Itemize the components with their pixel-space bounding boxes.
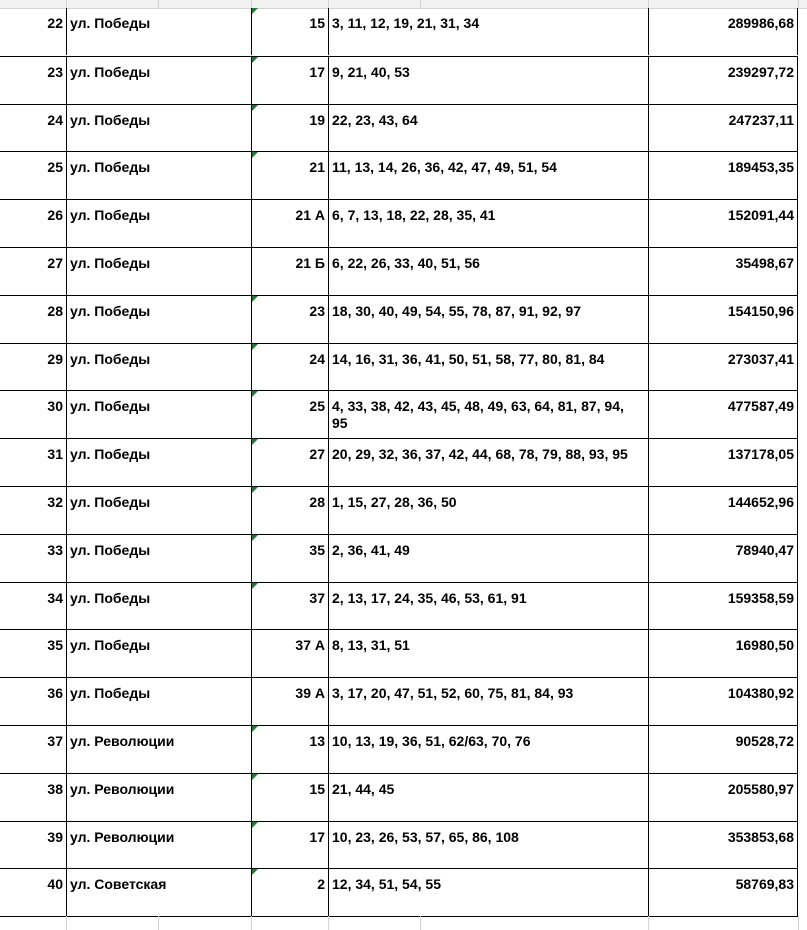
- amount-cell[interactable]: 16980,50: [648, 630, 798, 677]
- row-number-cell[interactable]: 25: [47, 159, 63, 176]
- row-number-cell[interactable]: 30: [47, 398, 63, 415]
- row-number-cell[interactable]: 32: [47, 494, 63, 510]
- error-indicator-icon[interactable]: [252, 822, 258, 828]
- grid-line: [328, 916, 329, 930]
- amount-cell[interactable]: 78940,47: [648, 535, 798, 582]
- grid-line: [648, 916, 649, 930]
- amount-cell[interactable]: 104380,92: [648, 678, 798, 725]
- table-row: [0, 725, 798, 773]
- table-row: [0, 247, 798, 295]
- apartments-cell[interactable]: 3, 11, 12, 19, 21, 31, 34: [328, 8, 648, 55]
- amount-cell[interactable]: 477587,49: [648, 391, 798, 438]
- house-number-cell[interactable]: 17: [251, 57, 328, 104]
- street-cell[interactable]: ул. Победы: [66, 583, 251, 630]
- table-row: [0, 486, 798, 534]
- amount-cell[interactable]: 152091,44: [648, 200, 798, 247]
- apartments-cell[interactable]: 8, 13, 31, 51: [328, 630, 648, 677]
- apartments-cell[interactable]: 22, 23, 43, 64: [328, 105, 648, 152]
- street-cell[interactable]: ул. Революции: [66, 774, 251, 821]
- house-number-cell[interactable]: 35: [251, 535, 328, 582]
- column-header-separator: [328, 0, 329, 8]
- row-number-cell[interactable]: 24: [47, 111, 63, 128]
- row-number-cell[interactable]: 33: [47, 541, 63, 558]
- street-cell[interactable]: ул. Революции: [66, 822, 251, 869]
- table-row: [0, 677, 798, 725]
- error-indicator-icon[interactable]: [252, 583, 258, 589]
- error-indicator-icon[interactable]: [252, 57, 258, 63]
- error-indicator-icon[interactable]: [252, 726, 258, 732]
- street-cell[interactable]: ул. Победы: [66, 248, 251, 295]
- street-cell[interactable]: ул. Победы: [66, 344, 251, 391]
- row-number-cell[interactable]: 26: [47, 207, 63, 224]
- house-number-cell[interactable]: 24: [251, 344, 328, 391]
- error-indicator-icon[interactable]: [252, 105, 258, 111]
- house-number-cell[interactable]: 21 А: [251, 200, 328, 247]
- table-row: [0, 868, 798, 916]
- column-header-separator: [66, 0, 67, 8]
- amount-cell[interactable]: 90528,72: [648, 726, 798, 773]
- street-cell[interactable]: ул. Революции: [66, 726, 251, 773]
- table-bottom-border: [0, 916, 798, 917]
- house-number-cell[interactable]: 15: [251, 774, 328, 821]
- apartments-cell[interactable]: 12, 34, 51, 54, 55: [328, 869, 648, 916]
- error-indicator-icon[interactable]: [252, 869, 258, 875]
- apartments-cell[interactable]: 18, 30, 40, 49, 54, 55, 78, 87, 91, 92, 97: [328, 296, 648, 343]
- street-cell[interactable]: ул. Победы: [66, 8, 251, 55]
- apartments-cell[interactable]: 1, 15, 27, 28, 36, 50: [328, 487, 648, 534]
- street-cell[interactable]: ул. Победы: [66, 296, 251, 343]
- row-number-cell[interactable]: 31: [47, 446, 63, 463]
- table-row: [0, 438, 798, 486]
- house-number-cell[interactable]: 27: [251, 439, 328, 486]
- street-cell[interactable]: ул. Победы: [66, 535, 251, 582]
- street-cell[interactable]: ул. Победы: [66, 152, 251, 199]
- amount-cell[interactable]: 35498,67: [648, 248, 798, 295]
- grid-line: [798, 916, 799, 930]
- error-indicator-icon[interactable]: [252, 535, 258, 541]
- house-number-cell[interactable]: 21: [251, 152, 328, 199]
- apartments-cell[interactable]: 6, 7, 13, 18, 22, 28, 35, 41: [328, 200, 648, 247]
- house-number-cell[interactable]: 13: [251, 726, 328, 773]
- row-number-cell[interactable]: 29: [47, 350, 63, 367]
- row-number-cell[interactable]: 28: [47, 302, 63, 319]
- row-number-cell[interactable]: 22: [47, 15, 63, 31]
- apartments-cell[interactable]: 2, 36, 41, 49: [328, 535, 648, 582]
- grid-line: [251, 916, 252, 930]
- apartments-cell[interactable]: 4, 33, 38, 42, 43, 45, 48, 49, 63, 64, 81, 87, 94, 95: [328, 391, 648, 438]
- street-cell[interactable]: ул. Победы: [66, 487, 251, 534]
- table-row: [0, 773, 798, 821]
- house-number-cell[interactable]: 39 А: [251, 678, 328, 725]
- error-indicator-icon[interactable]: [252, 8, 258, 14]
- amount-cell[interactable]: 189453,35: [648, 152, 798, 199]
- column-header-separator: [648, 0, 649, 8]
- house-number-cell[interactable]: 21 Б: [251, 248, 328, 295]
- house-number-cell[interactable]: 37 А: [251, 630, 328, 677]
- table-row: [0, 821, 798, 869]
- apartments-cell[interactable]: 21, 44, 45: [328, 774, 648, 821]
- house-number-cell[interactable]: 19: [251, 105, 328, 152]
- row-number-cell[interactable]: 23: [47, 63, 63, 80]
- table-row: [0, 534, 798, 582]
- grid-line: [158, 916, 159, 930]
- column-header-separator: [798, 0, 799, 8]
- street-cell[interactable]: ул. Победы: [66, 105, 251, 152]
- row-number-cell[interactable]: 35: [47, 637, 63, 654]
- row-number-cell[interactable]: 36: [47, 685, 63, 702]
- table-row: [0, 343, 798, 391]
- amount-cell[interactable]: 137178,05: [648, 439, 798, 486]
- column-header-separator: [158, 0, 159, 8]
- row-number-cell[interactable]: 39: [47, 828, 63, 845]
- error-indicator-icon[interactable]: [252, 344, 258, 350]
- error-indicator-icon[interactable]: [252, 152, 258, 158]
- apartments-cell[interactable]: 11, 13, 14, 26, 36, 42, 47, 49, 51, 54: [328, 152, 648, 199]
- error-indicator-icon[interactable]: [252, 296, 258, 302]
- street-cell[interactable]: ул. Советская: [66, 869, 251, 916]
- row-number-cell[interactable]: 40: [47, 876, 63, 893]
- apartments-cell[interactable]: 3, 17, 20, 47, 51, 52, 60, 75, 81, 84, 93: [328, 678, 648, 725]
- house-number-cell[interactable]: 25: [251, 391, 328, 438]
- apartments-cell[interactable]: 10, 13, 19, 36, 51, 62/63, 70, 76: [328, 726, 648, 773]
- column-header-separator: [420, 0, 421, 8]
- house-number-cell[interactable]: 2: [251, 869, 328, 916]
- street-cell[interactable]: ул. Победы: [66, 630, 251, 677]
- row-number-cell[interactable]: 27: [47, 255, 63, 271]
- house-number-cell[interactable]: 28: [251, 487, 328, 534]
- column-header-separator: [251, 0, 252, 8]
- grid-line: [66, 916, 67, 930]
- error-indicator-icon[interactable]: [252, 487, 258, 493]
- amount-cell[interactable]: 144652,96: [648, 487, 798, 534]
- table-row: [0, 8, 798, 56]
- house-number-cell[interactable]: 17: [251, 822, 328, 869]
- table-row: [0, 104, 798, 152]
- amount-cell[interactable]: 273037,41: [648, 344, 798, 391]
- street-cell[interactable]: ул. Победы: [66, 439, 251, 486]
- amount-cell[interactable]: 247237,11: [648, 105, 798, 152]
- street-cell[interactable]: ул. Победы: [66, 200, 251, 247]
- error-indicator-icon[interactable]: [252, 774, 258, 780]
- error-indicator-icon[interactable]: [252, 439, 258, 445]
- table-row: [0, 56, 798, 104]
- row-number-cell[interactable]: 37: [47, 733, 63, 749]
- amount-cell[interactable]: 353853,68: [648, 822, 798, 869]
- amount-cell[interactable]: 289986,68: [648, 8, 798, 55]
- table-row: [0, 582, 798, 630]
- house-number-cell[interactable]: 37: [251, 583, 328, 630]
- table-row: [0, 151, 798, 199]
- table-row: [0, 199, 798, 247]
- error-indicator-icon[interactable]: [252, 391, 258, 397]
- apartments-cell[interactable]: 6, 22, 26, 33, 40, 51, 56: [328, 248, 648, 295]
- street-cell[interactable]: ул. Победы: [66, 57, 251, 104]
- row-number-cell[interactable]: 34: [47, 589, 63, 606]
- apartments-cell[interactable]: 20, 29, 32, 36, 37, 42, 44, 68, 78, 79, 88, 93, 95: [328, 439, 648, 486]
- apartments-cell[interactable]: 14, 16, 31, 36, 41, 50, 51, 58, 77, 80, 81, 84: [328, 344, 648, 391]
- apartments-cell[interactable]: 2, 13, 17, 24, 35, 46, 53, 61, 91: [328, 583, 648, 630]
- amount-cell[interactable]: 159358,59: [648, 583, 798, 630]
- house-number-cell[interactable]: 15: [251, 8, 328, 55]
- amount-cell[interactable]: 154150,96: [648, 296, 798, 343]
- apartments-cell[interactable]: 10, 23, 26, 53, 57, 65, 86, 108: [328, 822, 648, 869]
- street-cell[interactable]: ул. Победы: [66, 678, 251, 725]
- street-cell[interactable]: ул. Победы: [66, 391, 251, 438]
- amount-cell[interactable]: 58769,83: [648, 869, 798, 916]
- grid-line: [420, 916, 421, 930]
- table-row: [0, 390, 798, 438]
- row-number-cell[interactable]: 38: [47, 780, 63, 797]
- apartments-cell[interactable]: 9, 21, 40, 53: [328, 57, 648, 104]
- amount-cell[interactable]: 239297,72: [648, 57, 798, 104]
- house-number-cell[interactable]: 23: [251, 296, 328, 343]
- table-row: [0, 295, 798, 343]
- table-row: [0, 629, 798, 677]
- amount-cell[interactable]: 205580,97: [648, 774, 798, 821]
